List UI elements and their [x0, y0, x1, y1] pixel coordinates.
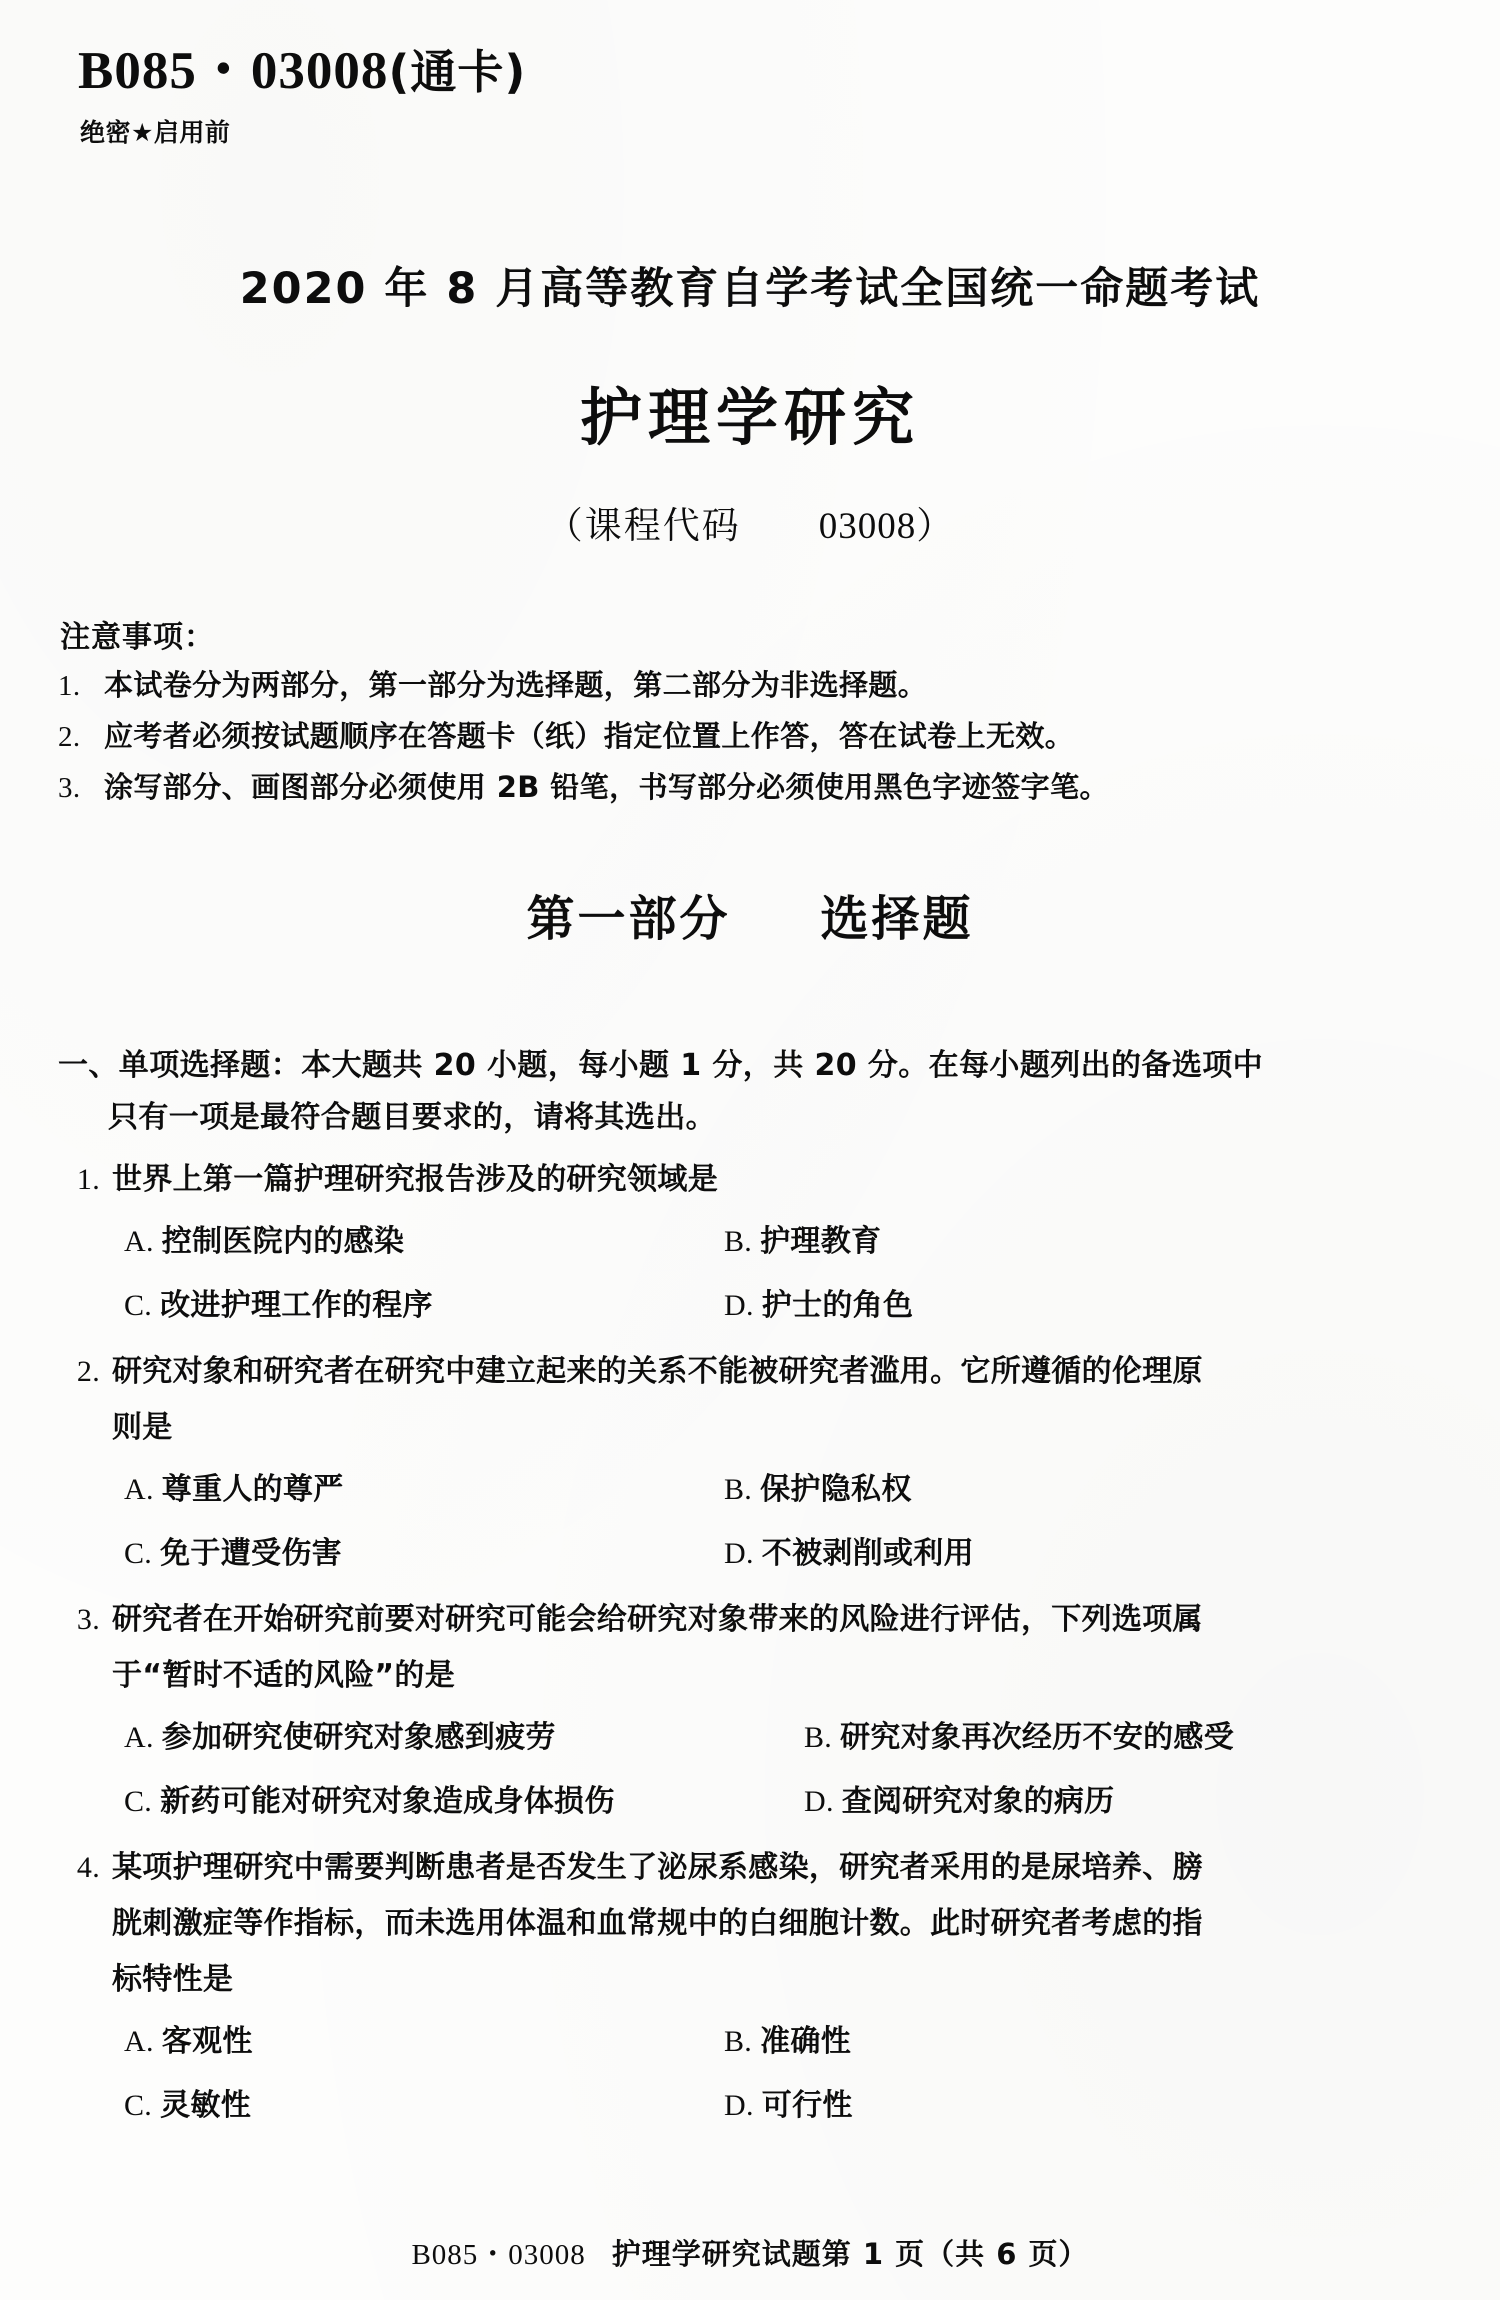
option-row [124, 1522, 1458, 1586]
option-b-label: B. [804, 1721, 833, 1754]
option-b[interactable] [724, 1458, 1458, 1522]
option-b[interactable] [724, 2010, 1458, 2074]
option-c[interactable] [124, 1522, 724, 1586]
option-d[interactable] [724, 2074, 1458, 2138]
option-c[interactable] [124, 1770, 804, 1834]
option-d[interactable] [724, 1522, 1458, 1586]
question-number: 3. [76, 1603, 100, 1636]
question-options [58, 1706, 1458, 1834]
question-item [58, 1840, 1458, 2138]
note-text: 本试卷分为两部分，第一部分为选择题，第二部分为非选择题。 [104, 668, 928, 702]
note-number: 2. [58, 721, 81, 753]
question-stem [58, 1344, 1458, 1456]
option-d-label: D. [724, 1537, 754, 1570]
option-c-label: C. [124, 1537, 153, 1570]
exam-name-title: 2020 年 8 月高等教育自学考试全国统一命题考试 [239, 264, 1261, 314]
section-instructions-line2: 只有一项是最符合题目要求的，请将其选出。 [108, 1100, 716, 1135]
option-d-label: D. [724, 1289, 754, 1322]
option-d-label: D. [804, 1785, 834, 1818]
option-a-text: 尊重人的尊严 [161, 1472, 344, 1507]
option-a-label: A. [124, 2025, 154, 2058]
option-a[interactable] [124, 2010, 724, 2074]
footer-paper-code: B085・03008 [411, 2239, 586, 2271]
part-type: 选择题 [820, 891, 974, 947]
option-b-text: 研究对象再次经历不安的感受 [840, 1720, 1235, 1755]
option-d-text: 可行性 [761, 2088, 853, 2123]
notes-list [58, 660, 1448, 813]
question-number: 4. [76, 1851, 100, 1884]
note-number: 3. [58, 772, 81, 804]
option-c-text: 免于遭受伤害 [160, 1536, 342, 1571]
part-heading [0, 880, 1500, 949]
option-c-label: C. [124, 1289, 153, 1322]
option-a-text: 控制医院内的感染 [161, 1224, 405, 1259]
option-row [124, 1458, 1458, 1522]
option-c-label: C. [124, 1785, 153, 1818]
option-c-text: 灵敏性 [160, 2088, 252, 2123]
question-number: 1. [76, 1163, 100, 1196]
option-a-label: A. [124, 1473, 154, 1506]
note-number: 1. [58, 670, 81, 702]
option-a-label: A. [124, 1721, 154, 1754]
confidential-notice: 绝密★启用前 [80, 118, 231, 147]
subject-title: 护理学研究 [579, 381, 920, 454]
option-row [124, 1706, 1458, 1770]
note-item [58, 762, 1448, 813]
question-options [58, 1458, 1458, 1586]
note-text: 应考者必须按试题顺序在答题卡（纸）指定位置上作答，答在试卷上无效。 [104, 719, 1075, 753]
option-c-text: 新药可能对研究对象造成身体损伤 [160, 1784, 615, 1819]
option-b-text: 准确性 [760, 2024, 852, 2059]
option-row [124, 2010, 1458, 2074]
paper-code-suffix: (通卡) [388, 45, 527, 99]
question-item [58, 1344, 1458, 1586]
note-text: 涂写部分、画图部分必须使用 2B 铅笔，书写部分必须使用黑色字迹签字笔。 [104, 770, 1109, 804]
option-c[interactable] [124, 2074, 724, 2138]
option-a[interactable] [124, 1458, 724, 1522]
question-text: 世界上第一篇护理研究报告涉及的研究领域是 [112, 1162, 718, 1197]
option-d[interactable] [724, 1274, 1458, 1338]
option-b-label: B. [724, 1473, 753, 1506]
note-item [58, 711, 1448, 762]
question-options [58, 2010, 1458, 2138]
option-b-text: 保护隐私权 [760, 1472, 912, 1507]
option-d-text: 不被剥削或利用 [761, 1536, 974, 1571]
option-a[interactable] [124, 1210, 724, 1274]
questions-list [58, 1152, 1458, 2144]
question-text-line2: 胱刺激症等作指标，而未选用体温和血常规中的白细胞计数。此时研究者考虑的指 [112, 1906, 1203, 1941]
option-b-text: 护理教育 [760, 1224, 882, 1259]
notes-heading: 注意事项： [60, 620, 215, 655]
question-stem [58, 1152, 1458, 1208]
option-a-text: 参加研究使研究对象感到疲劳 [161, 1720, 556, 1755]
question-item [58, 1592, 1458, 1834]
page-footer [0, 2232, 1500, 2273]
note-item [58, 660, 1448, 711]
part-label: 第一部分 [526, 891, 731, 947]
option-d-label: D. [724, 2089, 754, 2122]
question-text-line2: 于“暂时不适的风险”的是 [112, 1658, 456, 1693]
option-b[interactable] [724, 1210, 1458, 1274]
question-text-line1: 研究者在开始研究前要对研究可能会给研究对象带来的风险进行评估，下列选项属 [112, 1602, 1203, 1637]
course-code-value: 03008） [818, 506, 955, 547]
option-a-text: 客观性 [161, 2024, 253, 2059]
option-c-text: 改进护理工作的程序 [160, 1288, 433, 1323]
section-instructions-line1: 一、单项选择题：本大题共 20 小题，每小题 1 分，共 20 分。在每小题列出的备选项中 [58, 1048, 1264, 1083]
question-text-line1: 某项护理研究中需要判断患者是否发生了泌尿系感染，研究者采用的是尿培养、膀 [112, 1850, 1203, 1885]
question-text-line3: 标特性是 [112, 1962, 234, 1997]
question-number: 2. [76, 1355, 100, 1388]
paper-code-number: B085・03008 [78, 42, 389, 100]
option-b-label: B. [724, 2025, 753, 2058]
option-a[interactable] [124, 1706, 804, 1770]
option-row [124, 1770, 1458, 1834]
option-a-label: A. [124, 1225, 154, 1258]
course-code-label: （课程代码 [545, 504, 741, 547]
option-row [124, 1274, 1458, 1338]
course-code-line [0, 495, 1500, 549]
option-c[interactable] [124, 1274, 724, 1338]
option-d-text: 查阅研究对象的病历 [841, 1784, 1115, 1819]
option-b[interactable] [804, 1706, 1458, 1770]
question-text [112, 1592, 1458, 1704]
question-options [58, 1210, 1458, 1338]
footer-page-info: 护理学研究试题第 1 页（共 6 页） [611, 2237, 1089, 2271]
paper-code-header [78, 28, 526, 104]
question-text-line1: 研究对象和研究者在研究中建立起来的关系不能被研究者滥用。它所遵循的伦理原 [112, 1354, 1203, 1389]
question-text-line2: 则是 [112, 1410, 173, 1445]
question-text [112, 1344, 1458, 1456]
question-stem [58, 1592, 1458, 1704]
option-b-label: B. [724, 1225, 753, 1258]
question-stem [58, 1840, 1458, 2008]
option-d[interactable] [804, 1770, 1458, 1834]
section-instructions [58, 1040, 1458, 1144]
question-text [112, 1840, 1458, 2008]
question-item [58, 1152, 1458, 1338]
option-d-text: 护士的角色 [761, 1288, 914, 1323]
option-c-label: C. [124, 2089, 153, 2122]
option-row [124, 1210, 1458, 1274]
option-row [124, 2074, 1458, 2138]
